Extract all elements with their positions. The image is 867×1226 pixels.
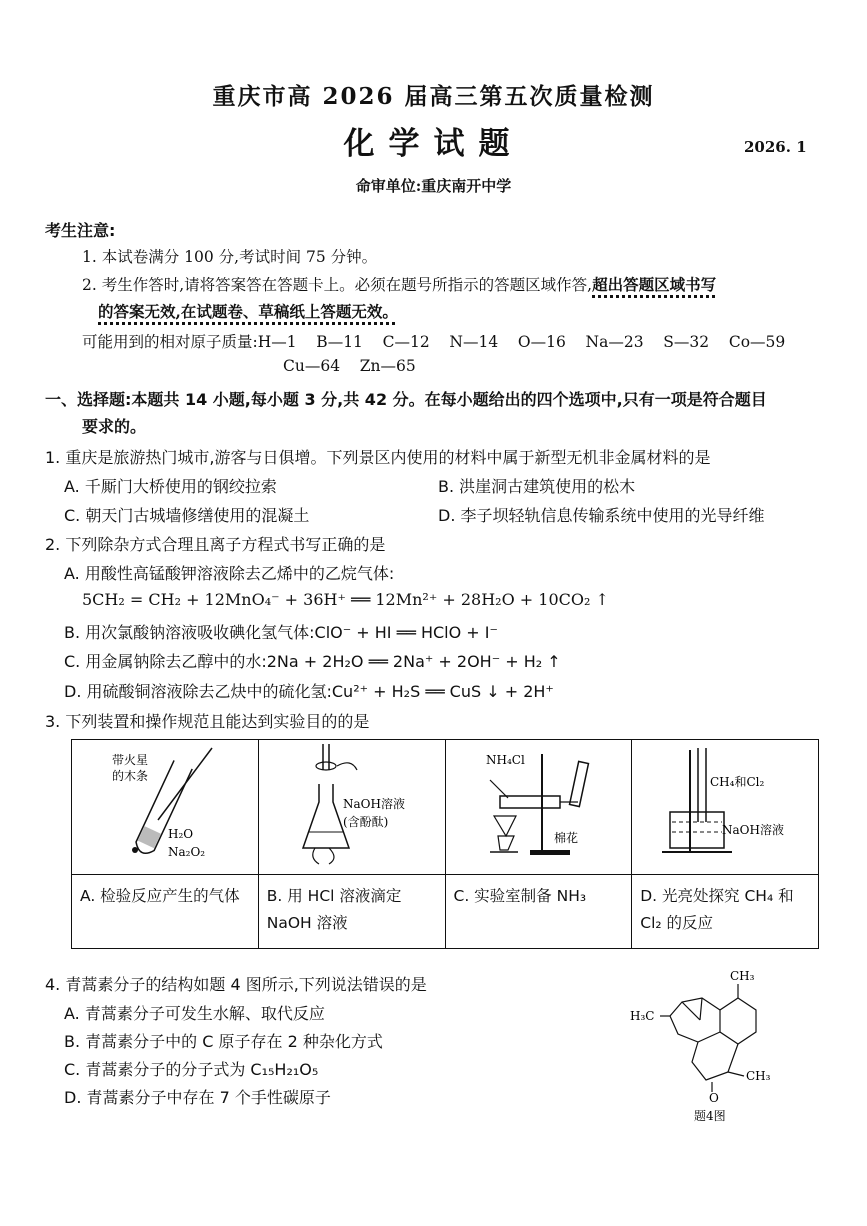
exam-date: 2026. 1: [744, 138, 807, 156]
question-1-option-a: A. 千厮门大桥使用的钢绞拉索: [64, 477, 277, 496]
structure-label-oxygen: O: [709, 1091, 719, 1105]
question-4-stem: 4. 青蒿素分子的结构如题 4 图所示,下列说法错误的是: [45, 975, 427, 994]
question-4-option-b: B. 青蒿素分子中的 C 原子存在 2 种杂化方式: [64, 1032, 383, 1051]
apparatus-d-diagram: [632, 740, 819, 870]
apparatus-c-cotton-label: 棉花: [553, 831, 578, 845]
question-2-option-d: D. 用硫酸铜溶液除去乙炔中的硫化氢:Cu²⁺ + H₂S ══ CuS ↓ + 2H⁺: [64, 682, 554, 701]
apparatus-a-cell: [72, 740, 259, 875]
structure-caption: 题4图: [694, 1109, 726, 1123]
notice-item-2-cont: [98, 300, 398, 322]
subject-title: 化学试题: [343, 126, 524, 162]
question-2-option-c: C. 用金属钠除去乙醇中的水:2Na + 2H₂O ══ 2Na⁺ + 2OH⁻ + H₂ ↑: [64, 652, 561, 671]
question-1-option-c: C. 朝天门古城墙修缮使用的混凝土: [64, 506, 310, 525]
question-3-option-c: C. 实验室制备 NH₃: [445, 875, 632, 949]
question-2-option-a: A. 用酸性高锰酸钾溶液除去乙烯中的乙烷气体:: [64, 564, 395, 583]
apparatus-b-cell: [258, 740, 445, 875]
notice-item-2: [82, 273, 716, 295]
apparatus-a-splint-label: 带火星: [112, 753, 149, 767]
setting-unit: 命审单位:重庆南开中学: [355, 177, 512, 195]
apparatus-a-water-label: H₂O: [168, 827, 194, 841]
section-heading: 一、选择题:本题共 14 小题,每小题 3 分,共 42 分。在每小题给出的四个选项中,只有一项是符合题目: [45, 390, 767, 409]
atomic-masses-cont: Cu—64 Zn—65: [283, 357, 416, 375]
notice-item-2-text: 2. 考生作答时,请将答案答在答题卡上。必须在题号所指示的答题区域作答,: [82, 276, 593, 294]
question-2-option-b: B. 用次氯酸钠溶液吸收碘化氢气体:ClO⁻ + HI ══ HClO + I⁻: [64, 623, 498, 642]
apparatus-a-diagram: [72, 740, 255, 870]
structure-bonds: [660, 984, 756, 1092]
question-3-option-d: D. 光亮处探究 CH₄ 和 Cl₂ 的反应: [632, 875, 819, 949]
notice-item-2-emphasis-2: 的答案无效,在试题卷、草稿纸上答题无效。: [98, 302, 398, 321]
section-heading-cont: 要求的。: [82, 417, 147, 436]
atomic-masses: 可能用到的相对原子质量:H—1 B—11 C—12 N—14 O—16 Na—23 S—32 Co—59: [82, 333, 786, 351]
artemisinin-structure-figure: [628, 962, 788, 1127]
question-4-option-c: C. 青蒿素分子的分子式为 C₁₅H₂₁O₅: [64, 1060, 319, 1079]
apparatus-c-reagent-label: NH₄Cl: [485, 753, 525, 767]
question-4-option-a: A. 青蒿素分子可发生水解、取代反应: [64, 1004, 325, 1023]
question-4-option-d: D. 青蒿素分子中存在 7 个手性碳原子: [64, 1088, 331, 1107]
apparatus-c-diagram: [446, 740, 633, 870]
question-2-stem: 2. 下列除杂方式合理且离子方程式书写正确的是: [45, 535, 386, 554]
apparatus-b-solution-label: NaOH溶液: [342, 797, 405, 811]
apparatus-a-splint-label-2: 的木条: [112, 769, 149, 783]
question-3-option-a: A. 检验反应产生的气体: [72, 875, 259, 949]
apparatus-d-cell: [632, 740, 819, 875]
apparatus-d-solution-label: NaOH溶液: [722, 823, 785, 837]
notice-item-1: 1. 本试卷满分 100 分,考试时间 75 分钟。: [82, 248, 378, 266]
notice-item-2-emphasis: 超出答题区域书写: [592, 275, 717, 294]
structure-label-ch3-top: CH₃: [730, 969, 755, 983]
apparatus-b-indicator-label: (含酚酞): [342, 815, 389, 829]
question-1-stem: 1. 重庆是旅游热门城市,游客与日俱增。下列景区内使用的材料中属于新型无机非金属材料的是: [45, 448, 711, 467]
apparatus-d-gas-label: CH₄和Cl₂: [710, 775, 765, 789]
question-3-stem: 3. 下列装置和操作规范且能达到实验目的的是: [45, 712, 370, 731]
question-1-option-d: D. 李子坝轻轨信息传输系统中使用的光导纤维: [438, 506, 765, 525]
question-2-option-a-equation: 5CH₂ = CH₂ + 12MnO₄⁻ + 36H⁺ ══ 12Mn²⁺ + 28H₂O + 10CO₂ ↑: [82, 590, 609, 609]
notice-heading: 考生注意:: [45, 221, 116, 240]
question-1-option-b: B. 洪崖洞古建筑使用的松木: [438, 477, 636, 496]
apparatus-a-peroxide-label: Na₂O₂: [168, 845, 206, 859]
question-3-table: [71, 739, 819, 949]
structure-label-h3c: H₃C: [630, 1009, 655, 1023]
exam-title: 重庆市高 2026 届高三第五次质量检测: [212, 83, 655, 110]
apparatus-b-diagram: [259, 740, 446, 870]
apparatus-c-cell: [445, 740, 632, 875]
question-3-option-b: B. 用 HCl 溶液滴定 NaOH 溶液: [258, 875, 445, 949]
structure-label-ch3-bottom: CH₃: [746, 1069, 771, 1083]
